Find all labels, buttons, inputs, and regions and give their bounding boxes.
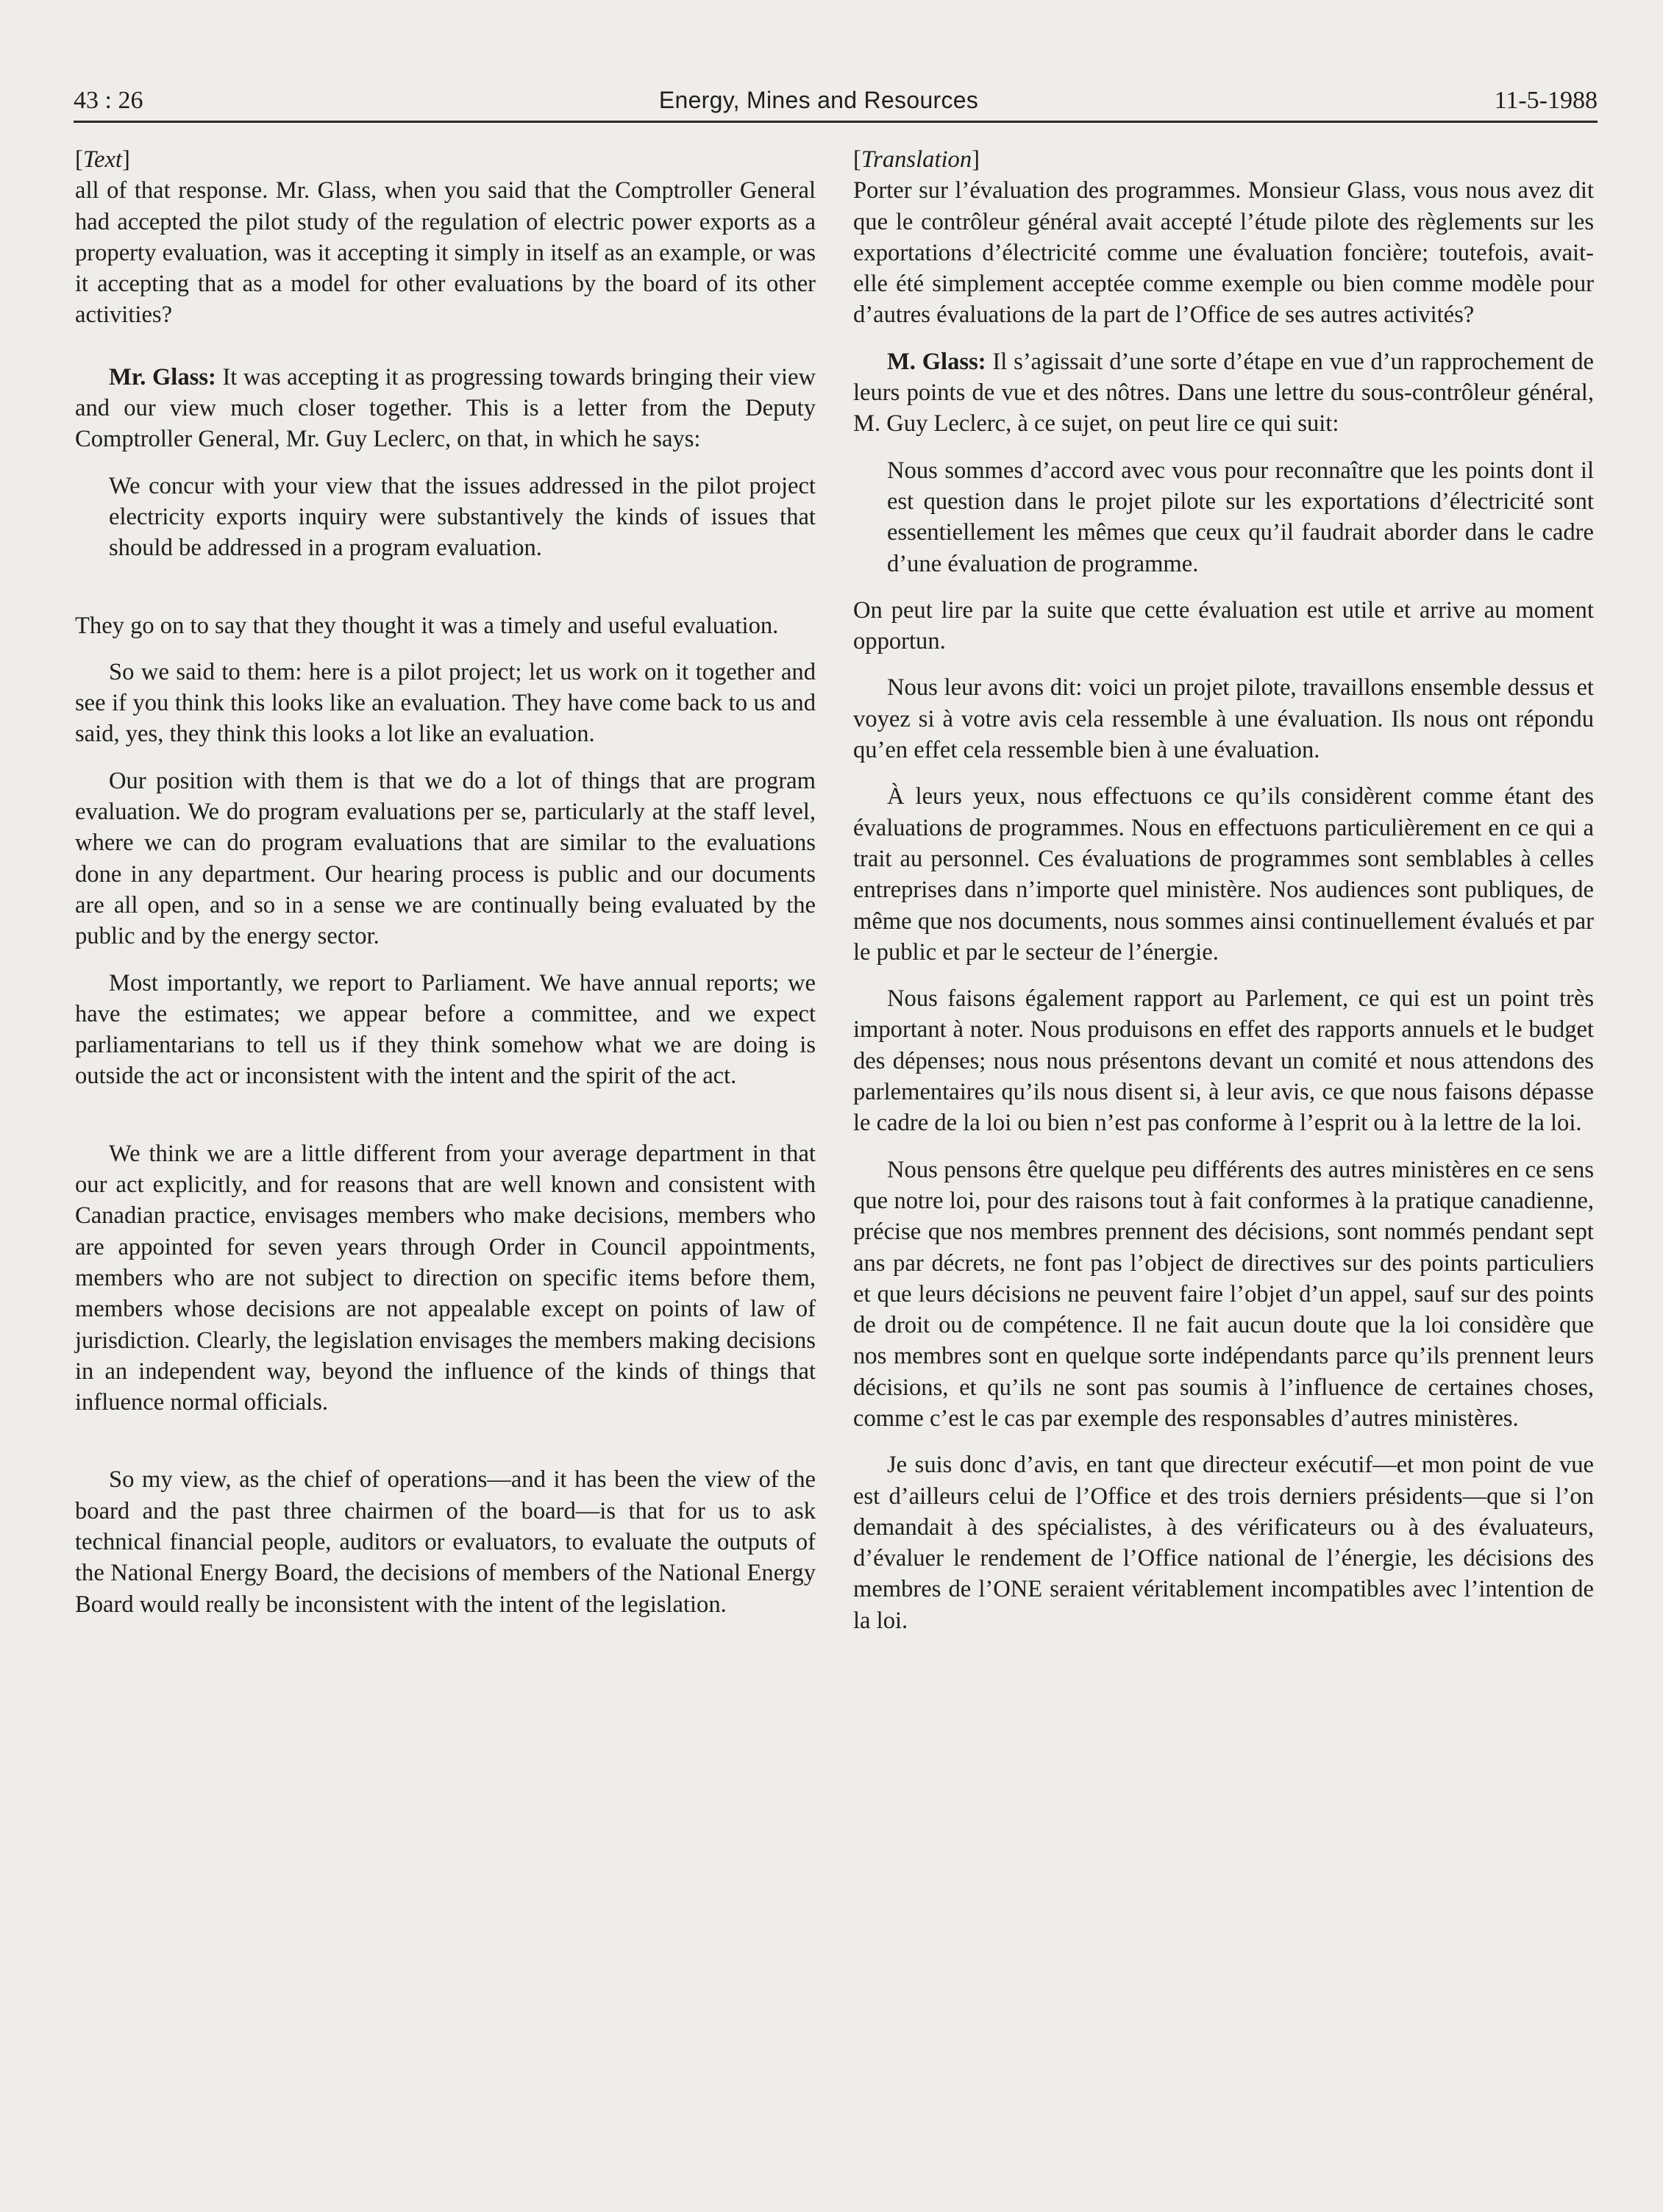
paragraph: So my view, as the chief of operations—and it has been the view of the board and the past three chairmen of the board—is that for us to ask technical financial people, auditors or evaluators, to evaluate the outputs of the National Energy Board, the decisions of members of the National Energy Board would really be inconsistent with the intent of the legislation.	[75, 1466, 816, 1618]
paragraph: On peut lire par la suite que cette évaluation est utile et arrive au moment opportun.	[853, 596, 1594, 655]
paragraph: Our position with them is that we do a lot of things that are program evaluation. We do program evaluations per se, particularly at the staff level, where we can do program evaluations that are similar to the evaluations done in any department. Our hearing process is public and our documents are all open, and so in a sense we are continually being evaluated by the public and by the energy sector.	[75, 767, 816, 950]
speaker-text: It was accepting it as progressing towards bringing their view and our view much closer together. This is a letter from the Deputy Comptroller General, Mr. Guy Leclerc, on that, in which he says:	[75, 363, 816, 453]
speaker-paragraph	[853, 346, 1594, 440]
speaker-text: Il s’agissait d’une sorte d’étape en vue d’un rapprochement de leurs points de vue et des nôtres. Dans une lettre du sous-contrôleur général, M. Guy Leclerc, à ce sujet, on peut lire ce qui suit:	[853, 348, 1594, 438]
paragraph: Most importantly, we report to Parliament. We have annual reports; we have the estimates; we appear before a committee, and we expect parliamentarians to tell us if they think somehow what we are doing is outside the act or inconsistent with the intent and the spirit of the act.	[75, 969, 816, 1090]
paragraph: all of that response. Mr. Glass, when you said that the Comptroller General had accepted the pilot study of the regulation of electric power exports as a property evaluation, was it accepting it simply in itself as an example, or was it accepting that as a model for other evaluations by the board of its other activities?	[75, 177, 816, 329]
paragraph: Nous leur avons dit: voici un projet pilote, travaillons ensemble dessus et voyez si à votre avis cela ressemble à une évaluation. Ils nous ont répondu qu’en effet cela ressemble bien à une évaluation.	[853, 674, 1594, 764]
header-rule	[74, 121, 1598, 123]
page-date: 11-5-1988	[1494, 87, 1598, 114]
english-column	[75, 144, 816, 1620]
column-tag: [Translation]	[853, 146, 980, 173]
french-column	[853, 144, 1594, 1636]
paragraph: Nous pensons être quelque peu différents des autres ministères en ce sens que notre loi, pour des raisons tout à fait conformes à la pratique canadienne, précise que nos membres prennent des décisions, sont nommés pendant sept ans par décrets, ne font pas l’object de directives sur des points particuliers et que leurs décisions ne peuvent faire l’objet d’un appel, sauf sur des points de droit ou de compétence. Il ne fait aucun doute que la loi considère que nos membres sont en quelque sorte indépendants parce qu’ils prennent leurs décisions, et qu’ils ne sont pas soumis à l’influence de certaines choses, comme c’est le cas par exemple des responsables d’autres ministères.	[853, 1156, 1594, 1432]
block-quote: Nous sommes d’accord avec vous pour reconnaître que les points dont il est question dans le projet pilote sur les exportations d’électricité sont essentiellement les mêmes que ceux qu’il faudrait aborder dans le cadre d’une évaluation de programme.	[887, 457, 1594, 577]
publication-title: Energy, Mines and Resources	[658, 87, 979, 113]
paragraph: We think we are a little different from your average department in that our act explicitly, and for reasons that are well known and consistent with Canadian practice, envisages members who make decisions, members who are appointed for seven years through Order in Council appointments, members who are not subject to direction on specific items before them, members whose decisions are not appealable except on points of law of jurisdiction. Clearly, the legislation envisages the members making decisions in an independent way, beyond the influence of the kinds of things that influence normal officials.	[75, 1140, 816, 1416]
paragraph: They go on to say that they thought it was a timely and useful evaluation.	[75, 612, 779, 639]
paragraph: Porter sur l’évaluation des programmes. Monsieur Glass, vous nous avez dit que le contrôleur général avait accepté l’étude pilote des règlements sur les exportations d’électricité comme une évaluation foncière; toutefois, avait-elle été simplement acceptée comme exemple ou bien comme modèle pour d’autres évaluations de la part de l’Office de ses autres activités?	[853, 177, 1594, 329]
speaker-name: M. Glass:	[887, 348, 986, 375]
block-quote: We concur with your view that the issues addressed in the pilot project electricity exports inquiry were substantively the kinds of issues that should be addressed in a program evaluation.	[109, 472, 816, 562]
page-number: 43 : 26	[74, 87, 143, 114]
column-tag: [Text]	[75, 146, 130, 173]
paragraph: So we said to them: here is a pilot project; let us work on it together and see if you think this looks like an evaluation. They have come back to us and said, yes, they think this looks a lot like an evaluation.	[75, 658, 816, 748]
paragraph: Je suis donc d’avis, en tant que directeur exécutif—et mon point de vue est d’ailleurs celui de l’Office et des trois derniers présidents—que si l’on demandait à des spécialistes, à des vérificateurs ou à des évaluateurs, d’évaluer le rendement de l’Office national de l’énergie, les décisions des membres de l’ONE seraient véritablement incompatibles avec l’intention de la loi.	[853, 1452, 1594, 1634]
paragraph: Nous faisons également rapport au Parlement, ce qui est un point très important à noter. Nous produisons en effet des rapports annuels et le budget des dépenses; nous nous présentons devant un comité et nous attendons des parlementaires qu’ils nous disent si, à leur avis, ce que nous faisons dépasse le cadre de la loi ou bien n’est pas conforme à l’esprit ou à la lettre de la loi.	[853, 985, 1594, 1137]
speaker-paragraph	[75, 362, 816, 455]
speaker-name: Mr. Glass:	[109, 363, 216, 390]
paragraph: À leurs yeux, nous effectuons ce qu’ils considèrent comme étant des évaluations de programmes. Nous en effectuons particulièrement en ce qui a trait au personnel. Ces évaluations de programmes sont semblables à celles entreprises dans n’importe quel ministère. Nos audiences sont publiques, de même que nos documents, nous sommes ainsi continuellement évalués et par le public et par le secteur de l’énergie.	[853, 783, 1594, 966]
page-header	[74, 87, 1598, 115]
